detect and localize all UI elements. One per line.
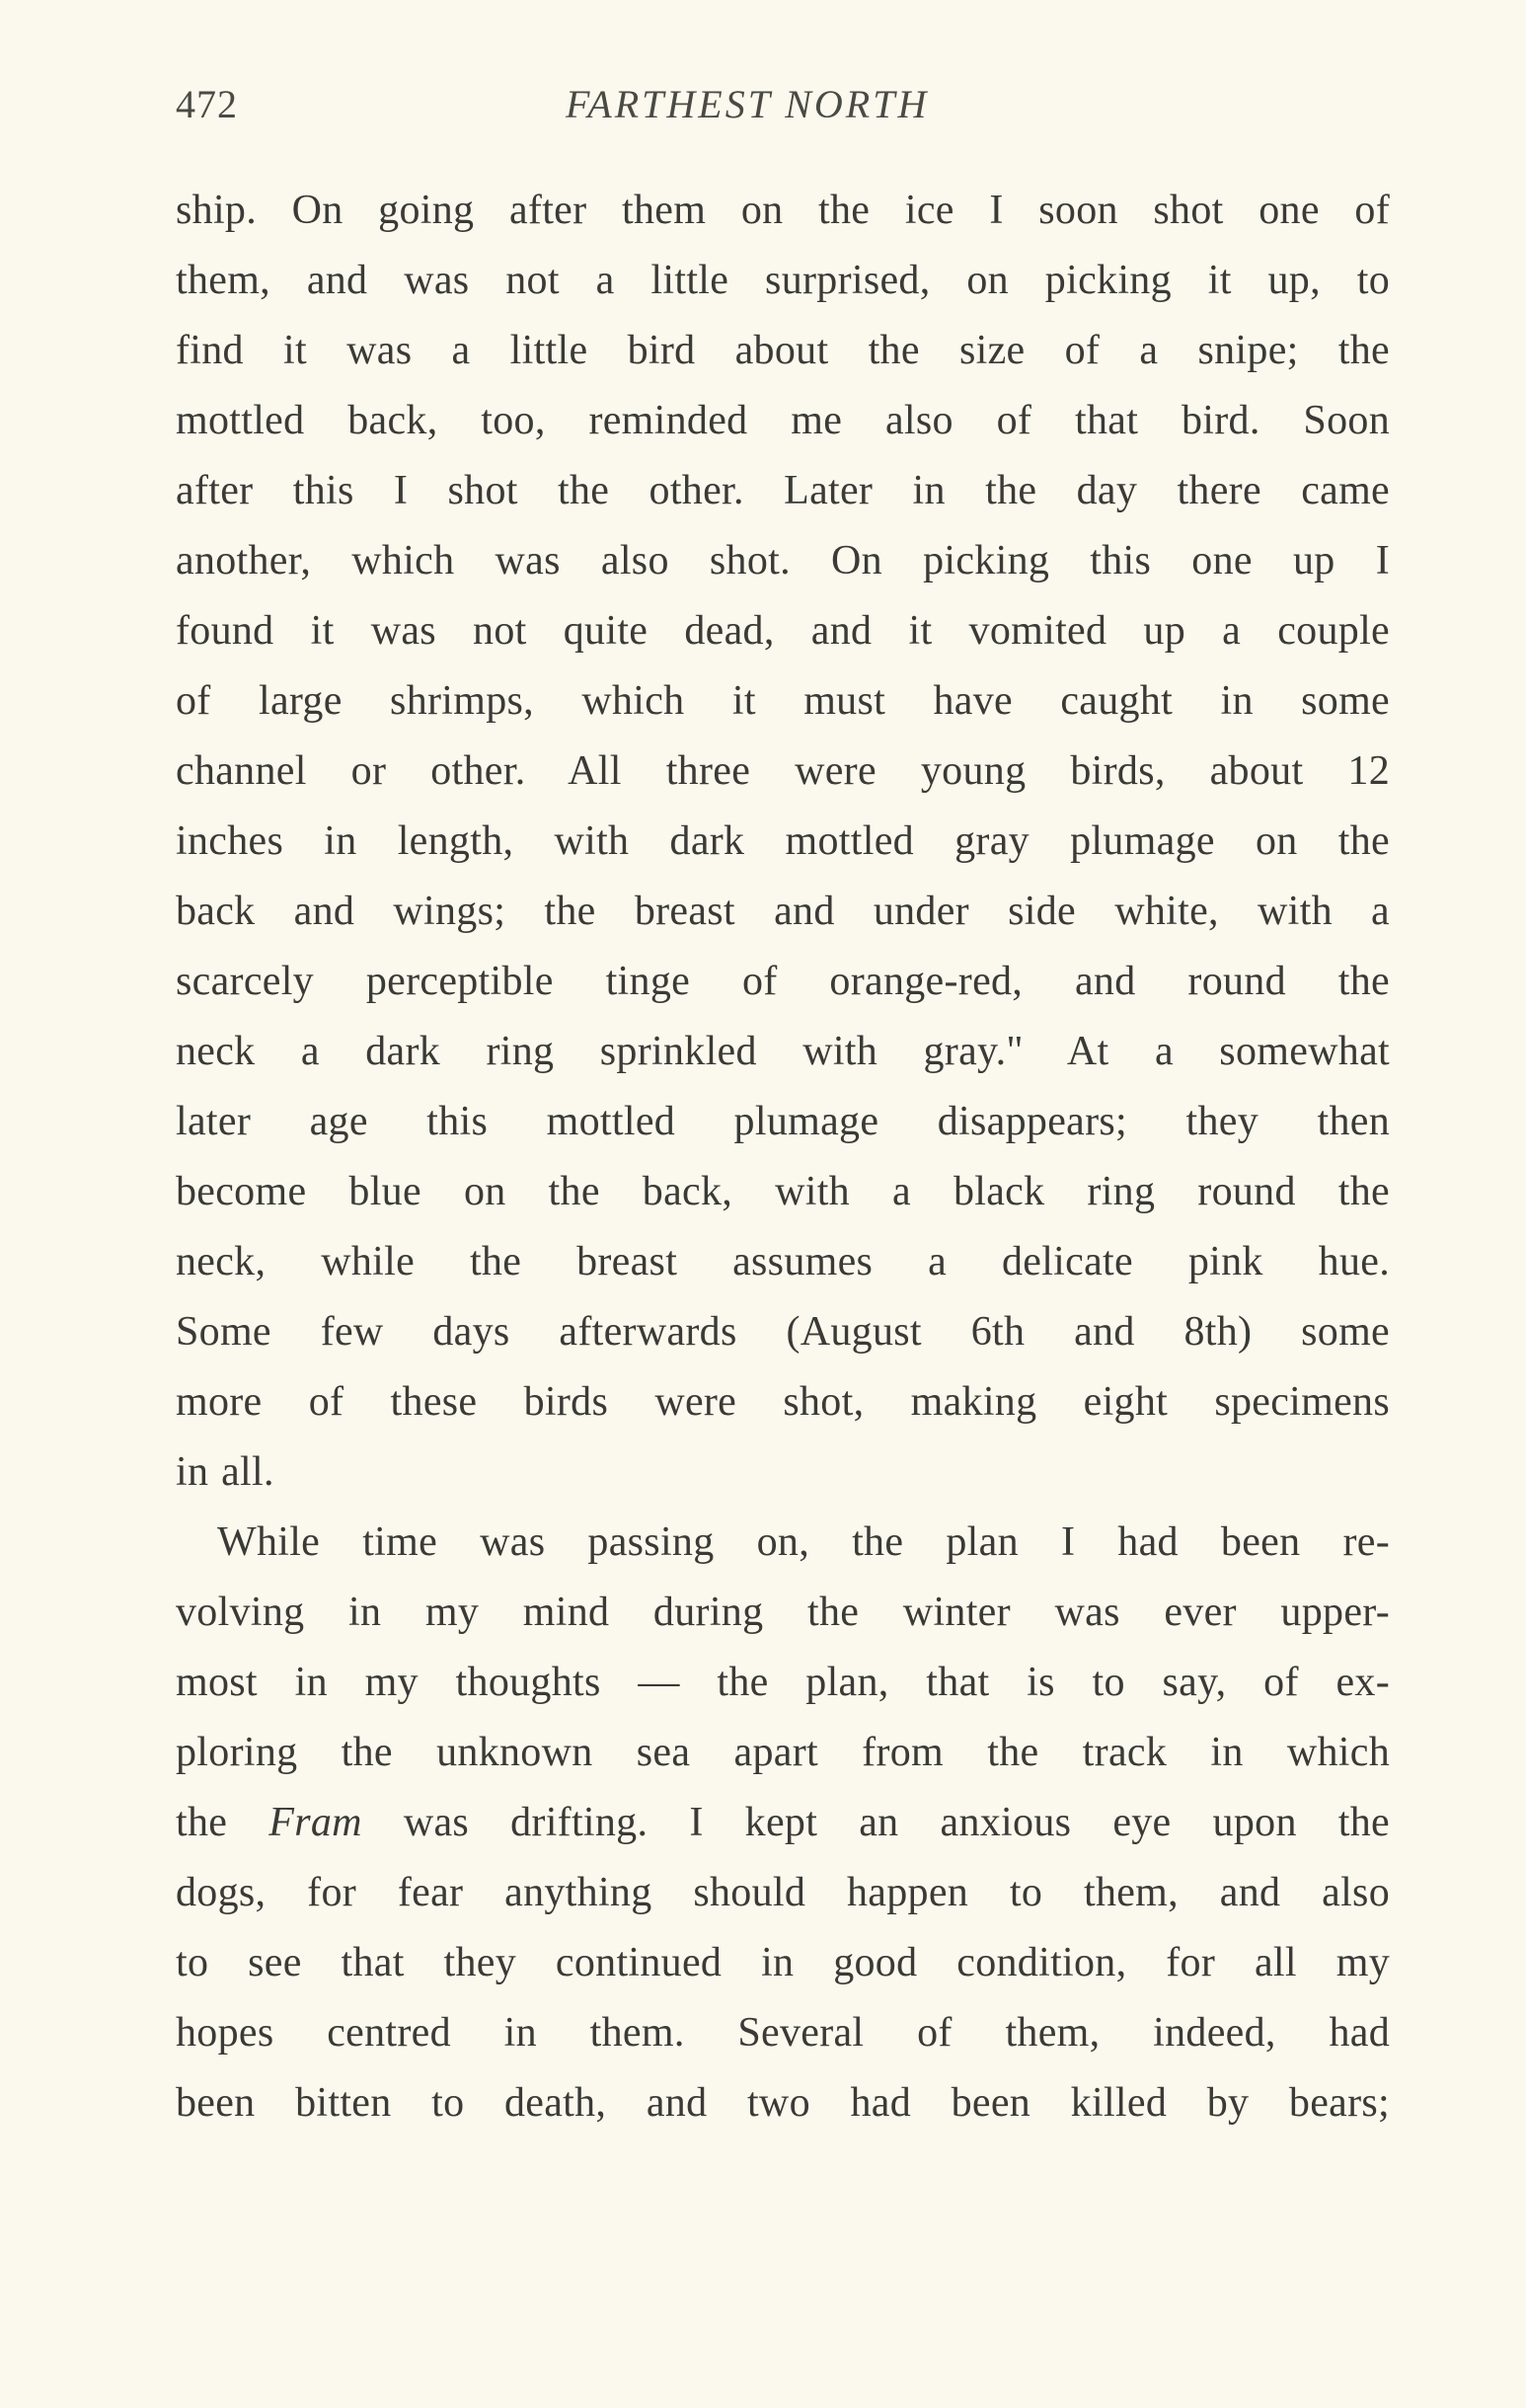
text-line: dogs, for fear anything should happen to them, and also <box>176 1870 1390 1915</box>
text-line: been bitten to death, and two had been killed by bears; <box>176 2080 1390 2126</box>
text-fragment: the <box>176 1800 269 1845</box>
text-line: another, which was also shot. On picking this one up I <box>176 538 1390 583</box>
text-line: found it was not quite dead, and it vomited up a couple <box>176 608 1390 654</box>
text-line <box>176 1788 1390 1858</box>
text-line: most in my thoughts — the plan, that is to say, of ex- <box>176 1660 1390 1705</box>
text-line: to see that they continued in good condition, for all my <box>176 1940 1390 1985</box>
text-line: volving in my mind during the winter was ever upper- <box>176 1590 1390 1635</box>
text-line: more of these birds were shot, making eight specimens <box>176 1379 1390 1425</box>
paragraph-1 <box>176 176 1390 1508</box>
text-line: hopes centred in them. Several of them, indeed, had <box>176 2010 1390 2056</box>
text-line: channel or other. All three were young birds, about 12 <box>176 748 1390 794</box>
text-line: ploring the unknown sea apart from the track in which <box>176 1730 1390 1775</box>
text-line: While time was passing on, the plan I had been re- <box>217 1519 1390 1565</box>
text-line: mottled back, too, reminded me also of that bird. Soon <box>176 398 1390 443</box>
text-line: inches in length, with dark mottled gray plumage on the <box>176 818 1390 864</box>
text-line: find it was a little bird about the size of a snipe; the <box>176 328 1390 373</box>
body-text <box>176 176 1390 2138</box>
paragraph-2 <box>176 1508 1390 2138</box>
text-line: ship. On going after them on the ice I soon shot one of <box>176 188 1390 233</box>
text-line: of large shrimps, which it must have caught in some <box>176 678 1390 724</box>
text-line: neck a dark ring sprinkled with gray." At a somewhat <box>176 1029 1390 1074</box>
text-line: in all. <box>176 1449 274 1495</box>
text-line: neck, while the breast assumes a delicate pink hue. <box>176 1239 1390 1284</box>
text-line: scarcely perceptible tinge of orange-red, and round the <box>176 959 1390 1004</box>
text-line: Some few days afterwards (August 6th and 8th) some <box>176 1309 1390 1355</box>
text-line: them, and was not a little surprised, on picking it up, to <box>176 258 1390 303</box>
ship-name: Fram <box>268 1800 362 1845</box>
text-line: later age this mottled plumage disappears; they then <box>176 1099 1390 1144</box>
text-line: become blue on the back, with a black ring round the <box>176 1169 1390 1214</box>
text-line: after this I shot the other. Later in the day there came <box>176 468 1390 513</box>
running-head <box>176 75 1390 134</box>
text-fragment: was drifting. I kept an anxious eye upon the <box>361 1800 1391 1845</box>
running-title: FARTHEST NORTH <box>566 82 930 126</box>
page-number: 472 <box>176 82 238 126</box>
text-line: back and wings; the breast and under side white, with a <box>176 889 1390 934</box>
